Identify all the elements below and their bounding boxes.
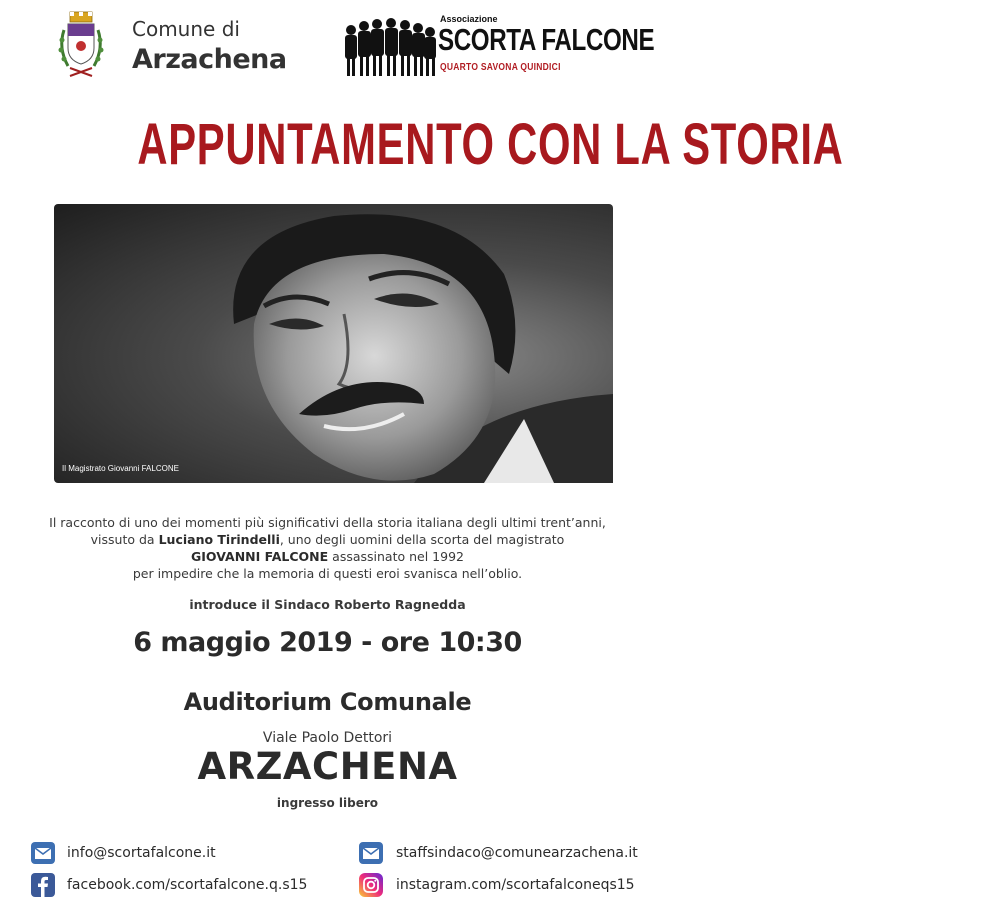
- description: [0, 514, 655, 582]
- event-city: ARZACHENA: [197, 745, 458, 788]
- envelope-icon: [359, 842, 383, 864]
- headline: [0, 110, 844, 180]
- association-name: SCORTA FALCONE: [438, 22, 655, 57]
- intro-text: introduce il Sindaco Roberto Ragnedda: [189, 597, 466, 612]
- magistrate-name: GIOVANNI FALCONE: [191, 549, 329, 564]
- description-line-2: [0, 531, 655, 548]
- comune-crest-logo: [56, 10, 106, 82]
- association-silhouettes-logo: [343, 16, 438, 78]
- facebook-link[interactable]: facebook.com/scortafalcone.q.s15: [67, 877, 308, 893]
- envelope-icon: [31, 842, 55, 864]
- portrait-illustration: [54, 204, 613, 483]
- association-label: Associazione: [440, 14, 498, 24]
- comune-prefix: Comune di: [132, 17, 240, 41]
- email-link-staffsindaco[interactable]: staffsindaco@comunearzachena.it: [396, 845, 638, 861]
- description-line-2-pre: vissuto da: [90, 532, 159, 547]
- witness-name: Luciano Tirindelli: [158, 532, 280, 547]
- email-link-scortafalcone[interactable]: info@scortafalcone.it: [67, 845, 216, 861]
- photo-caption: Il Magistrato Giovanni FALCONE: [62, 464, 179, 473]
- portrait-photo: [54, 204, 613, 483]
- event-datetime: 6 maggio 2019 - ore 10:30: [133, 627, 522, 658]
- instagram-link[interactable]: instagram.com/scortafalconeqs15: [396, 877, 635, 893]
- description-line-1: Il racconto di uno dei momenti più significativi della storia italiana degli ultimi trent’anni,: [49, 515, 606, 530]
- description-line-3-post: assassinato nel 1992: [328, 549, 464, 564]
- entry-note: ingresso libero: [276, 796, 379, 810]
- association-subtitle: QUARTO SAVONA QUINDICI: [440, 62, 561, 73]
- description-line-4: per impedire che la memoria di questi eroi svanisca nell’oblio.: [132, 566, 523, 581]
- description-line-3: [0, 548, 655, 565]
- event-venue: Auditorium Comunale: [183, 688, 472, 716]
- instagram-icon: [359, 873, 383, 897]
- facebook-icon: [31, 873, 55, 897]
- description-line-2-post: , uno degli uomini della scorta del magistrato: [279, 532, 565, 547]
- event-address: Viale Paolo Dettori: [262, 730, 393, 746]
- comune-name: Arzachena: [132, 44, 287, 75]
- headline-text: APPUNTAMENTO CON LA STORIA: [137, 112, 844, 177]
